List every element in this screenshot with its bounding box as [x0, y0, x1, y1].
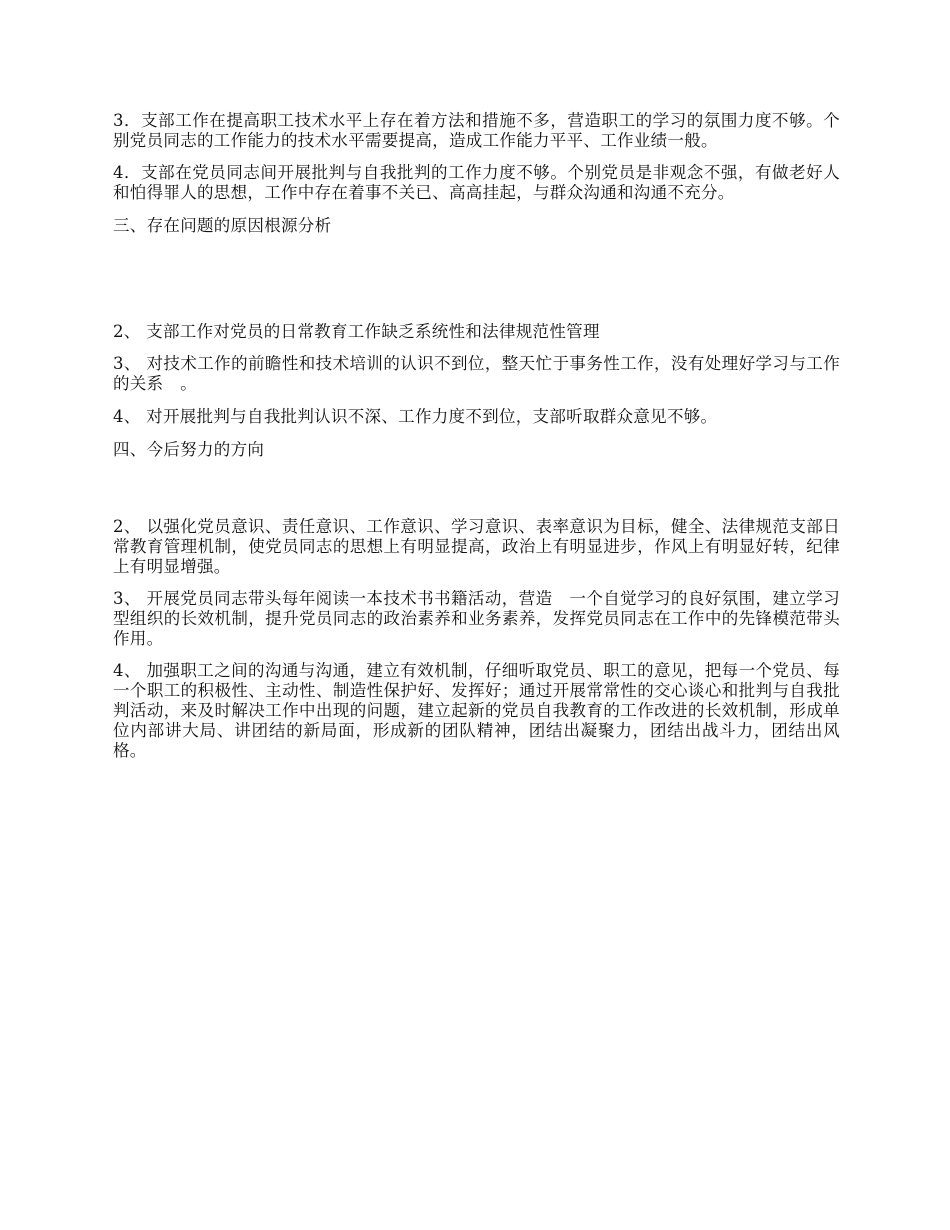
- paragraph-cause-4: 4、 对开展批判与自我批判认识不深、工作力度不到位，支部听取群众意见不够。: [113, 407, 718, 426]
- section-heading-4: 四、今后努力的方向: [113, 440, 265, 459]
- paragraph-item-4: 4．支部在党员同志间开展批判与自我批判的工作力度不够。个别党员是非观念不强，有做老好人和怕得罪人的思想，工作中存在着事不关已、高高挂起，与群众沟通和沟通不充分。: [113, 163, 840, 202]
- document-body: [113, 111, 840, 761]
- section-heading-3: 三、存在问题的原因根源分析: [113, 216, 332, 235]
- paragraph-cause-3: 3、 对技术工作的前瞻性和技术培训的认识不到位，整天忙于事务性工作，没有处理好学习与工作的关系 。: [113, 354, 840, 393]
- paragraph-item-3: 3．支部工作在提高职工技术水平上存在着方法和措施不多，营造职工的学习的氛围力度不够。个别党员同志的工作能力的技术水平需要提高，造成工作能力平平、工作业绩一般。: [113, 111, 840, 150]
- paragraph-cause-2: 2、 支部工作对党员的日常教育工作缺乏系统性和法律规范性管理: [113, 322, 600, 341]
- paragraph-direction-4: 4、 加强职工之间的沟通与沟通，建立有效机制，仔细听取党员、职工的意见，把每一个党员、每一个职工的积极性、主动性、制造性保护好、发挥好；通过开展常常性的交心谈心和批判与自我批判活动，来及时解决工作中出现的问题，建立起新的党员自我教育的工作改进的长效机制，形成单位内部讲大局、讲团结的新局面，形成新的团队精神，团结出凝聚力，团结出战斗力，团结出风格。: [113, 661, 840, 760]
- paragraph-direction-2: 2、 以强化党员意识、责任意识、工作意识、学习意识、表率意识为目标，健全、法律规范支部日常教育管理机制，使党员同志的思想上有明显提高，政治上有明显进步，作风上有明显好转，纪律上有明显增强。: [113, 517, 840, 576]
- paragraph-direction-3: 3、 开展党员同志带头每年阅读一本技术书书籍活动，营造 一个自觉学习的良好氛围，建立学习型组织的长效机制，提升党员同志的政治素养和业务素养，发挥党员同志在工作中的先锋模范带头作用。: [113, 589, 840, 648]
